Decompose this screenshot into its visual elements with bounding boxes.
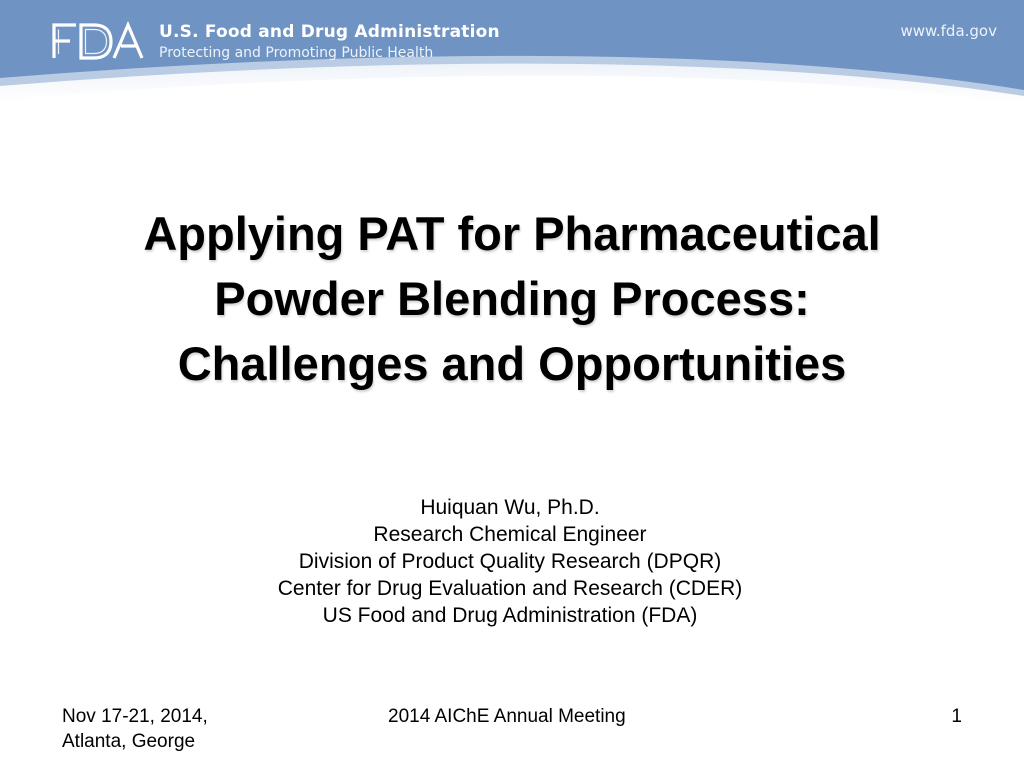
presenter-info (0, 494, 1020, 629)
presenter-agency: US Food and Drug Administration (FDA) (322, 604, 698, 627)
presenter-name: Huiquan Wu, Ph.D. (420, 496, 600, 519)
footer-date: Nov 17-21, 2014, (62, 706, 208, 727)
slide-title (0, 201, 1024, 396)
site-url: www.fda.gov (900, 22, 997, 40)
presenter-center: Center for Drug Evaluation and Research (CDER) (277, 577, 743, 600)
slide-number: 1 (951, 706, 962, 727)
footer-event: 2014 AIChE Annual Meeting (388, 706, 626, 727)
presenter-role: Research Chemical Engineer (373, 523, 647, 546)
presenter-division: Division of Product Quality Research (DPQR) (298, 550, 722, 573)
agency-tagline: Protecting and Promoting Public Health (159, 45, 434, 61)
fda-logo (50, 21, 146, 61)
footer-location: Atlanta, George (62, 731, 196, 752)
footer-date-location (62, 704, 208, 754)
title-line: Challenges and Opportunities (177, 337, 847, 390)
title-line: Powder Blending Process: (214, 272, 810, 325)
title-line: Applying PAT for Pharmaceutical (143, 207, 881, 260)
agency-name: U.S. Food and Drug Administration (159, 22, 500, 42)
header-banner (0, 0, 1024, 110)
